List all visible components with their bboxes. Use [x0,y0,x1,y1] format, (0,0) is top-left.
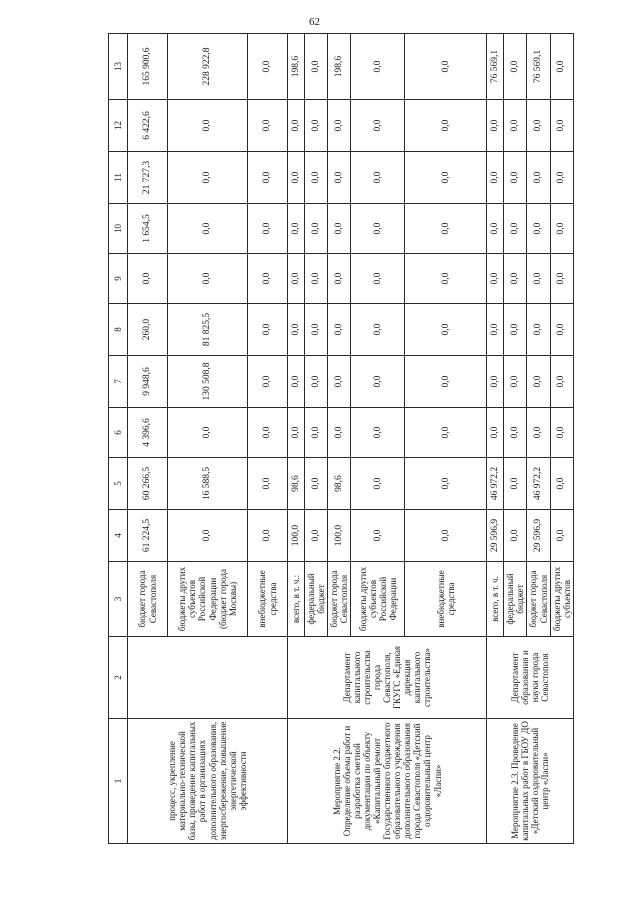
value-cell: 0,0 [168,204,248,254]
value-cell: 0,0 [168,408,248,458]
value-cell: 0,0 [168,100,248,152]
value-cell: 0,0 [305,34,328,100]
value-cell: 0,0 [305,152,328,204]
value-cell: 0,0 [351,304,405,356]
value-cell: 0,0 [248,408,288,458]
column-header-2: 2 [109,637,128,719]
value-cell: 46 972,2 [487,458,504,510]
value-cell: 0,0 [405,304,487,356]
value-cell: 0,0 [405,254,487,304]
funding-source-cell: всего, в т. ч.: [288,562,305,637]
value-cell: 0,0 [405,100,487,152]
value-cell: 0,0 [351,100,405,152]
value-cell: 0,0 [351,152,405,204]
value-cell: 29 596,9 [527,510,550,562]
funding-source-cell: бюджеты других субъектов [550,562,573,637]
value-cell: 165 900,6 [128,34,168,100]
value-cell: 0,0 [248,204,288,254]
value-cell: 0,0 [487,304,504,356]
value-cell: 6 422,6 [128,100,168,152]
column-header-6: 6 [109,408,128,458]
funding-source-cell: бюджеты других субъектов Российской Федерации [351,562,405,637]
value-cell: 0,0 [328,356,351,408]
value-cell: 0,0 [487,356,504,408]
value-cell: 0,0 [504,304,527,356]
value-cell: 9 948,6 [128,356,168,408]
responsible-cell [128,637,288,719]
value-cell: 0,0 [550,408,573,458]
value-cell: 0,0 [550,254,573,304]
value-cell: 0,0 [168,254,248,304]
value-cell: 0,0 [328,100,351,152]
value-cell: 0,0 [405,458,487,510]
value-cell: 0,0 [288,204,305,254]
value-cell: 98,6 [288,458,305,510]
value-cell: 100,0 [328,510,351,562]
value-cell: 100,0 [288,510,305,562]
value-cell: 0,0 [288,152,305,204]
value-cell: 0,0 [550,510,573,562]
responsible-cell: Департамент образования и науки города Севастополя [487,637,573,719]
funding-source-cell: внебюджетные средства [248,562,288,637]
column-header-13: 13 [109,34,128,100]
value-cell: 0,0 [504,152,527,204]
value-cell: 0,0 [504,408,527,458]
value-cell: 0,0 [550,152,573,204]
column-header-12: 12 [109,100,128,152]
value-cell: 0,0 [351,458,405,510]
measure-cell: Мероприятие 2.3. Проведение капитальных работ в ГБОУ ДО «Детский оздоровительный центр «Ласпи» [487,719,573,844]
value-cell: 0,0 [550,356,573,408]
value-cell: 0,0 [288,304,305,356]
measure-cell: Мероприятие 2.2. Определение объема работ и разработка сметной документации по объекту «Капитальный ремонт Государственного бюджетного образовательного учреждения дополнительного образования города Севастополя «Детский оздоровительный центр «Ласпи» [288,719,487,844]
value-cell: 0,0 [405,510,487,562]
value-cell: 260,0 [128,304,168,356]
value-cell: 0,0 [128,254,168,304]
value-cell: 0,0 [405,34,487,100]
funding-source-cell: внебюджетные средства [405,562,487,637]
value-cell: 0,0 [550,34,573,100]
value-cell: 0,0 [288,408,305,458]
value-cell: 0,0 [487,254,504,304]
value-cell: 0,0 [504,458,527,510]
value-cell: 0,0 [405,152,487,204]
funding-source-cell: бюджет города Севастополя [328,562,351,637]
value-cell: 61 224,5 [128,510,168,562]
measure-cell: процесс, укрепление материально-технической базы, проведение капитальных работ в организациях дополнительного образования, энергосбережение, повышение энергетической эффективности [128,719,288,844]
value-cell: 4 396,6 [128,408,168,458]
funding-source-cell: бюджет города Севастополя [527,562,550,637]
column-header-3: 3 [109,562,128,637]
value-cell: 0,0 [305,204,328,254]
value-cell: 0,0 [527,304,550,356]
value-cell: 60 266,5 [128,458,168,510]
table-row [288,34,305,844]
value-cell: 98,6 [328,458,351,510]
value-cell: 0,0 [305,356,328,408]
value-cell: 0,0 [351,254,405,304]
value-cell: 0,0 [328,204,351,254]
value-cell: 0,0 [305,458,328,510]
value-cell: 16 588,5 [168,458,248,510]
page-number: 62 [309,16,320,28]
value-cell: 0,0 [288,356,305,408]
value-cell: 0,0 [527,356,550,408]
header-row [109,34,128,844]
value-cell: 0,0 [328,152,351,204]
value-cell: 0,0 [351,510,405,562]
value-cell: 0,0 [305,408,328,458]
value-cell: 0,0 [305,254,328,304]
value-cell: 0,0 [550,458,573,510]
value-cell: 0,0 [305,100,328,152]
table-body [128,34,574,844]
value-cell: 76 569,1 [487,34,504,100]
value-cell: 0,0 [351,34,405,100]
column-header-10: 10 [109,204,128,254]
value-cell: 0,0 [168,510,248,562]
value-cell: 0,0 [504,34,527,100]
value-cell: 0,0 [351,204,405,254]
value-cell: 46 972,2 [527,458,550,510]
value-cell: 0,0 [527,152,550,204]
value-cell: 0,0 [504,510,527,562]
funding-source-cell: бюджет города Севастополя [128,562,168,637]
value-cell: 228 922,8 [168,34,248,100]
value-cell: 0,0 [550,204,573,254]
value-cell: 0,0 [248,458,288,510]
value-cell: 0,0 [527,100,550,152]
column-header-9: 9 [109,254,128,304]
funding-source-cell: федеральный бюджет [504,562,527,637]
value-cell: 0,0 [487,408,504,458]
value-cell: 0,0 [487,204,504,254]
value-cell: 0,0 [248,304,288,356]
value-cell: 0,0 [405,204,487,254]
column-header-5: 5 [109,458,128,510]
value-cell: 0,0 [550,304,573,356]
value-cell: 0,0 [328,408,351,458]
funding-source-cell: всего, в т. ч. [487,562,504,637]
value-cell: 0,0 [305,510,328,562]
table-row [487,34,504,844]
value-cell: 76 569,1 [527,34,550,100]
value-cell: 0,0 [405,408,487,458]
value-cell: 0,0 [487,152,504,204]
column-header-8: 8 [109,304,128,356]
value-cell: 1 654,5 [128,204,168,254]
value-cell: 81 825,5 [168,304,248,356]
value-cell: 0,0 [168,152,248,204]
column-header-4: 4 [109,510,128,562]
value-cell: 0,0 [351,408,405,458]
column-header-1: 1 [109,719,128,844]
value-cell: 0,0 [248,356,288,408]
value-cell: 130 508,8 [168,356,248,408]
value-cell: 0,0 [248,152,288,204]
value-cell: 0,0 [328,254,351,304]
value-cell: 198,6 [328,34,351,100]
value-cell: 0,0 [288,100,305,152]
value-cell: 0,0 [248,34,288,100]
budget-table [108,33,574,844]
table-row [128,34,168,844]
value-cell: 21 727,3 [128,152,168,204]
responsible-cell: Департамент капитального строительства города Севастополя, ГКУГС «Единая дирекция капитального строительства» [288,637,487,719]
column-header-7: 7 [109,356,128,408]
value-cell: 0,0 [405,356,487,408]
funding-source-cell: бюджеты других субъектов Российской Федерации (бюджет города Москвы) [168,562,248,637]
value-cell: 0,0 [248,510,288,562]
value-cell: 0,0 [527,254,550,304]
value-cell: 0,0 [504,100,527,152]
value-cell: 0,0 [550,100,573,152]
value-cell: 29 596,9 [487,510,504,562]
value-cell: 0,0 [328,304,351,356]
value-cell: 0,0 [351,356,405,408]
value-cell: 0,0 [248,100,288,152]
value-cell: 0,0 [504,204,527,254]
value-cell: 0,0 [305,304,328,356]
value-cell: 0,0 [504,254,527,304]
value-cell: 0,0 [487,100,504,152]
value-cell: 0,0 [504,356,527,408]
value-cell: 0,0 [248,254,288,304]
value-cell: 0,0 [527,408,550,458]
funding-source-cell: федеральный бюджет [305,562,328,637]
column-header-11: 11 [109,152,128,204]
value-cell: 198,6 [288,34,305,100]
value-cell: 0,0 [527,204,550,254]
value-cell: 0,0 [288,254,305,304]
rotated-table-container [108,34,572,844]
